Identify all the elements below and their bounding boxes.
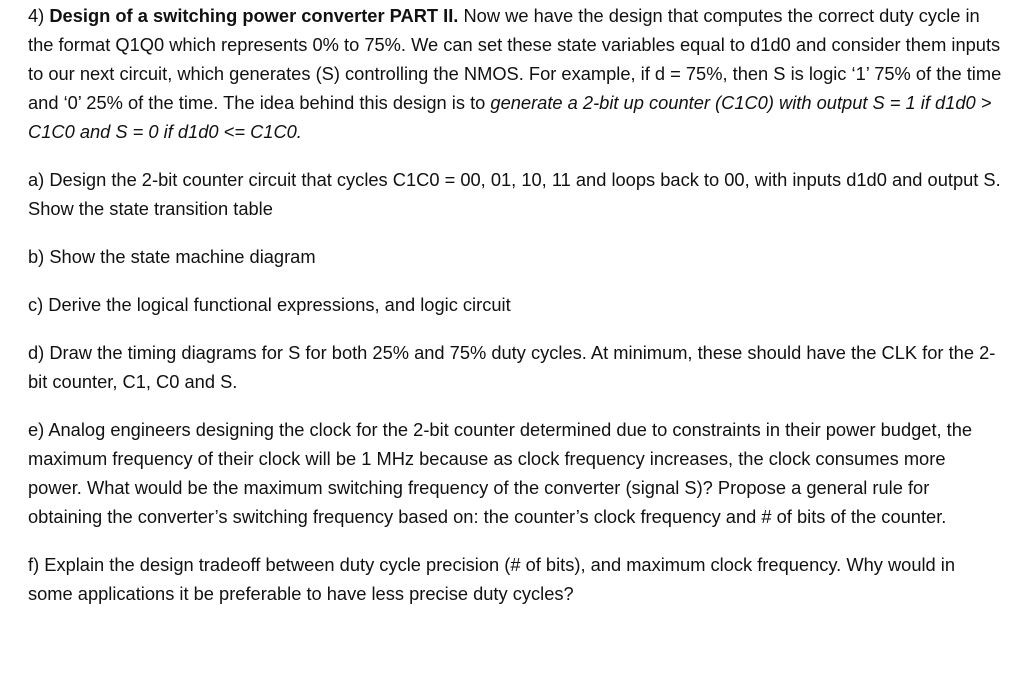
problem-intro-italic: generate a 2-bit up counter (C1C0) with output S = 1 if d1d0 > C1C0 and S = 0 if d1d0 <= C1C0.	[28, 92, 992, 142]
question-b: b) Show the state machine diagram	[28, 246, 316, 267]
question-c: c) Derive the logical functional expressions, and logic circuit	[28, 294, 511, 315]
question-a: a) Design the 2-bit counter circuit that cycles C1C0 = 00, 01, 10, 11 and loops back to 00, with inputs d1d0 and output S. Show the state transition table	[28, 169, 1001, 219]
question-f: f) Explain the design tradeoff between duty cycle precision (# of bits), and maximum clock frequency. Why would in some applications it be preferable to have less precise duty cycles?	[28, 554, 956, 604]
question-e: e) Analog engineers designing the clock for the 2-bit counter determined due to constraints in their power budget, the maximum frequency of their clock will be 1 MHz because as clock frequency increases, the clock consumes more power. What would be the maximum switching frequency of the converter (signal S)? Propose a general rule for obtaining the converter’s switching frequency based on: the counter’s clock frequency and # of bits of the counter.	[28, 419, 973, 527]
problem-intro	[28, 1, 1003, 146]
problem-title: Design of a switching power converter PART II.	[49, 5, 459, 26]
problem-intro-text: Now we have the design that computes the correct duty cycle in the format Q1Q0 which represents 0% to 75%. We can set these state variables equal to d1d0 and consider them inputs to our next circuit, which generates (S) controlling the NMOS. For example, if d = 75%, then S is logic ‘1’ 75% of the time and ‘0’ 25% of the time. The idea behind this design is to	[28, 5, 1002, 113]
question-d: d) Draw the timing diagrams for S for both 25% and 75% duty cycles. At minimum, these should have the CLK for the 2-bit counter, C1, C0 and S.	[28, 342, 996, 392]
problem-number: 4)	[28, 5, 45, 26]
problem-document	[28, 1, 1003, 627]
